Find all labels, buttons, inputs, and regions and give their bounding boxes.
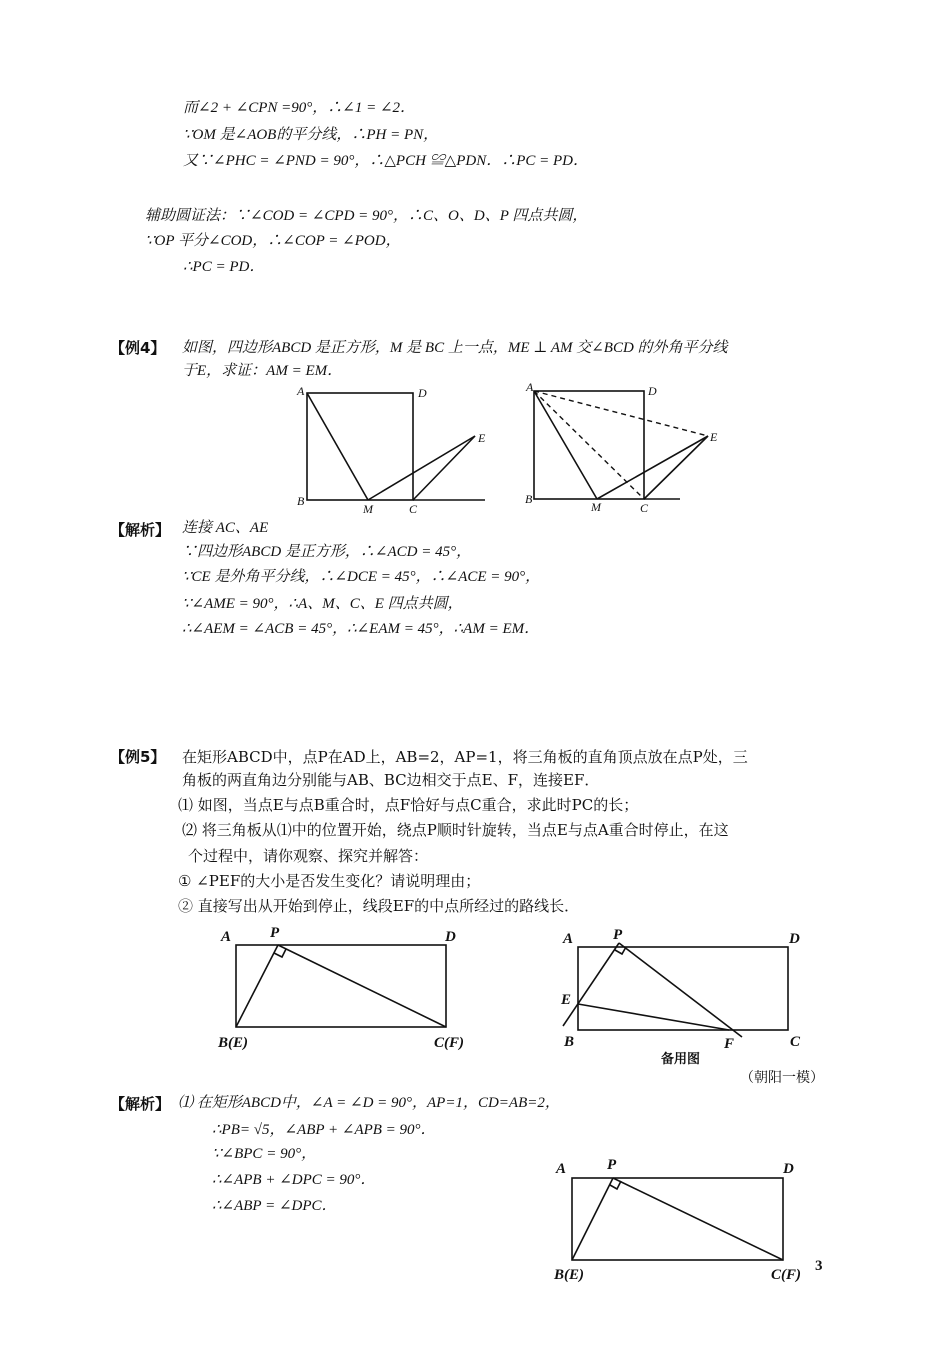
- fig5b-caption: 备用图: [661, 1052, 701, 1067]
- example-5-solution-5: ∴∠ABP = ∠DPC．: [212, 1198, 337, 1214]
- example-5-figure-3: [552, 1152, 822, 1287]
- aux-proof-line-1: 辅助圆证法：∵∠COD = ∠CPD = 90°，∴C、O、D、P 四点共圆，: [145, 208, 588, 224]
- example-5-solution-2: ∴PB= √5，∠ABP + ∠APB = 90°．: [212, 1122, 436, 1138]
- fig5a-label-d: D: [445, 929, 456, 945]
- example-4-label: 【例4】: [110, 339, 166, 357]
- fig5a-label-p: P: [270, 925, 280, 941]
- fig5b-label-a: A: [563, 931, 574, 947]
- fig5b-label-d: D: [789, 931, 800, 947]
- fig4b-label-a: A: [526, 380, 534, 394]
- proof-line-1: 而∠2 + ∠CPN =90°，∴∠1 = ∠2．: [183, 100, 416, 116]
- fig5b-label-b: B: [564, 1034, 575, 1050]
- example-5-question-1: ⑴ 如图，当点E与点B重合时，点F恰好与点C重合，求此时PC的长；: [178, 796, 639, 814]
- example-4-solution-3: ∵CE 是外角平分线，∴∠DCE = 45°，∴∠ACE = 90°，: [182, 569, 541, 585]
- fig4b-label-c: C: [640, 501, 649, 515]
- fig4b-label-d: D: [648, 384, 657, 398]
- example-5-question-2-1: ① ∠PEF的大小是否发生变化？请说明理由；: [178, 872, 481, 890]
- example-5-label: 【例5】: [110, 748, 166, 766]
- example-5-figure-2: [555, 925, 815, 1075]
- example-5-solution-3: ∵∠BPC = 90°，: [212, 1146, 317, 1162]
- example-5-solution-1: ⑴ 在矩形ABCD中，∠A = ∠D = 90°，AP=1，CD=AB=2，: [178, 1095, 560, 1111]
- fig4b-label-m: M: [591, 500, 601, 514]
- fig5c-label-be: B(E): [554, 1267, 584, 1283]
- example-4-figure-1: [295, 385, 495, 515]
- fig5c-label-d: D: [783, 1161, 794, 1177]
- aux-proof-line-2: ∵OP 平分∠COD，∴∠COP = ∠POD，: [145, 233, 401, 249]
- fig5a-label-be: B(E): [218, 1035, 248, 1051]
- fig4a-label-e: E: [478, 431, 486, 445]
- fig4a-label-d: D: [418, 386, 427, 400]
- example-4-solution-2: ∵四边形ABCD 是正方形，∴∠ACD = 45°，: [182, 544, 472, 560]
- fig4a-label-b: B: [297, 494, 305, 508]
- example-4-solution-label: 【解析】: [110, 521, 171, 539]
- example-4-text-1: 如图，四边形ABCD 是正方形，M 是 BC 上一点，ME ⊥ AM 交∠BCD 的外角平分线: [182, 340, 728, 356]
- fig4b-label-b: B: [525, 492, 533, 506]
- fig5c-label-a: A: [556, 1161, 567, 1177]
- fig4a-label-m: M: [363, 502, 373, 516]
- fig5a-label-cf: C(F): [434, 1035, 464, 1051]
- example-5-solution-4: ∴∠APB + ∠DPC = 90°．: [212, 1172, 376, 1188]
- example-4-solution-5: ∴∠AEM = ∠ACB = 45°，∴∠EAM = 45°，∴AM = EM．: [182, 621, 540, 637]
- fig4a-label-a: A: [297, 384, 305, 398]
- proof-line-3: 又∵∠PHC = ∠PND = 90°，∴△PCH ≌△PDN．∴PC = PD．: [183, 153, 588, 169]
- example-5-source: （朝阳一模）: [740, 1070, 824, 1086]
- proof-line-2: ∵OM 是∠AOB的平分线，∴PH = PN，: [183, 127, 439, 143]
- fig5b-label-e: E: [561, 992, 572, 1008]
- example-5-text-2: 角板的两直角边分别能与AB、BC边相交于点E、F，连接EF．: [182, 771, 600, 789]
- fig4a-label-c: C: [409, 502, 418, 516]
- example-4-solution-4: ∵∠AME = 90°，∴A、M、C、E 四点共圆，: [182, 596, 463, 612]
- fig5c-label-p: P: [607, 1157, 617, 1173]
- fig5c-label-cf: C(F): [771, 1267, 801, 1283]
- aux-proof-line-3: ∴PC = PD．: [183, 259, 265, 275]
- example-5-question-2a: ⑵ 将三角板从⑴中的位置开始，绕点P顺时针旋转，当点E与点A重合时停止，在这: [182, 821, 729, 839]
- page-number: 3: [815, 1258, 823, 1274]
- example-5-question-2b: 个过程中，请你观察、探究并解答：: [188, 847, 429, 865]
- fig5b-label-c: C: [790, 1034, 801, 1050]
- example-5-text-1: 在矩形ABCD中，点P在AD上，AB=2，AP=1，将三角板的直角顶点放在点P处，三: [182, 748, 748, 766]
- example-5-figure-1: [215, 922, 475, 1057]
- example-4-figure-2: [522, 380, 722, 515]
- example-4-solution-1: 连接 AC、AE: [182, 520, 269, 536]
- fig4b-label-e: E: [710, 430, 718, 444]
- fig5b-label-p: P: [613, 927, 623, 943]
- example-4-text-2: 于E，求证：AM = EM．: [182, 363, 343, 379]
- fig5a-label-a: A: [221, 929, 232, 945]
- fig5b-label-f: F: [724, 1036, 735, 1052]
- example-5-question-2-2: ② 直接写出从开始到停止，线段EF的中点所经过的路线长．: [178, 897, 580, 915]
- example-5-solution-label: 【解析】: [110, 1095, 171, 1113]
